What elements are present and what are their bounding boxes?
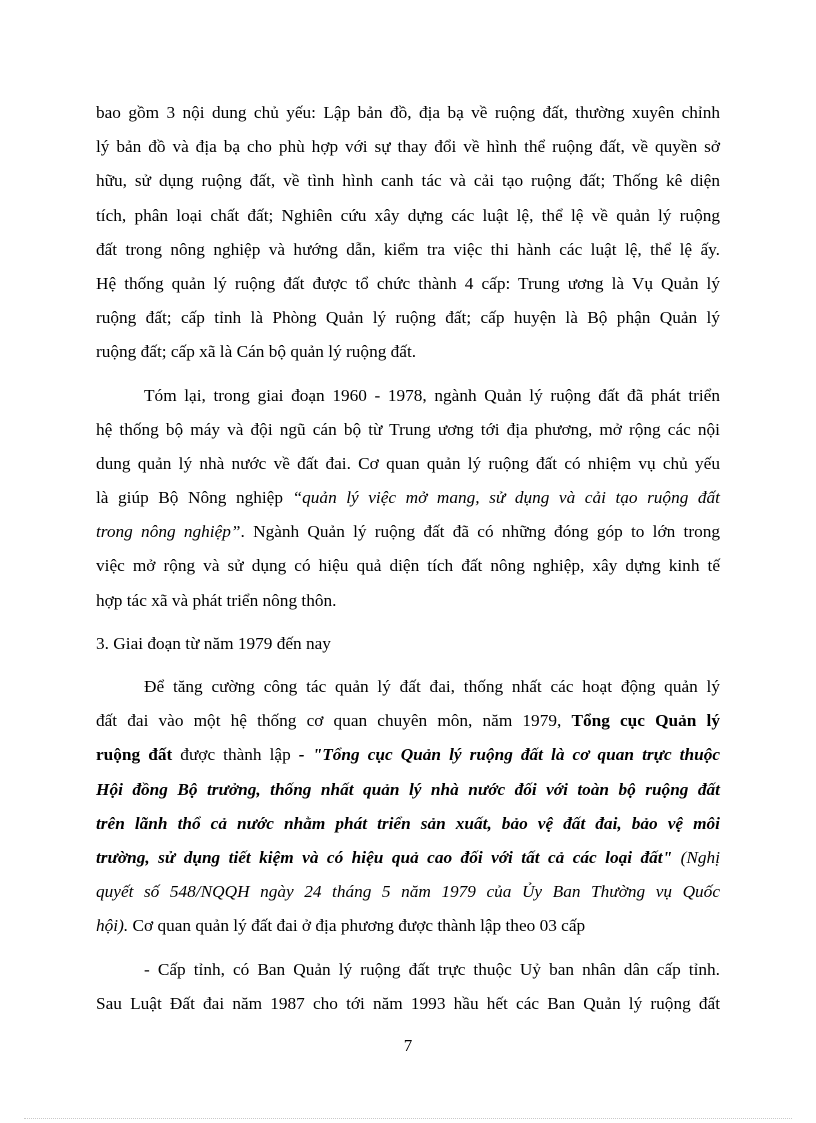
text-run: Cơ quan quản lý đất đai ở địa phương được thành lập theo 03 cấp — [132, 916, 586, 936]
document-page — [96, 96, 720, 1021]
paragraph-4 — [96, 953, 720, 1021]
section-heading: 3. Giai đoạn từ năm 1979 đến nay — [96, 633, 331, 653]
text-line — [96, 515, 720, 549]
text-line: bao gồm 3 nội dung chủ yếu: Lập bản đồ, địa bạ về ruộng đất, thường xuyên chỉnh — [96, 103, 720, 122]
text-line — [96, 841, 720, 875]
text-line: ruộng đất; cấp tỉnh là Phòng Quản lý ruộng đất; cấp huyện là Bộ phận Quản lý — [96, 308, 720, 328]
text-run: . Ngành Quản lý ruộng đất đã có những đóng góp to lớn trong — [240, 522, 720, 542]
paragraph-1 — [96, 96, 720, 370]
text-line: tích, phân loại chất đất; Nghiên cứu xây dựng các luật lệ, thể lệ về quản lý ruộng — [96, 205, 720, 225]
text-line: đất trong nông nghiệp và hướng dẫn, kiểm tra việc thi hành các luật lệ, thể lệ ấy. — [96, 239, 720, 259]
page-bottom-divider — [24, 1118, 792, 1119]
text-run: được thành lập — [180, 745, 291, 765]
text-line: Hệ thống quản lý ruộng đất được tổ chức thành 4 cấp: Trung ương là Vụ Quản lý — [96, 273, 720, 293]
paragraph-3 — [96, 670, 720, 944]
text-line: Để tăng cường công tác quản lý đất đai, thống nhất các hoạt động quản lý — [144, 677, 720, 696]
bold-term: Tổng cục Quản lý — [571, 711, 720, 731]
text-line — [96, 738, 720, 772]
italic-citation: hội). — [96, 916, 129, 936]
bold-italic-quote: - "Tổng cục Quản lý ruộng đất là cơ quan trực thuộc — [298, 745, 721, 765]
paragraph-2 — [96, 379, 720, 618]
text-line — [96, 704, 720, 738]
text-line: Sau Luật Đất đai năm 1987 cho tới năm 1993 hầu hết các Ban Quản lý ruộng đất — [96, 993, 720, 1013]
italic-quote: trong nông nghiệp” — [96, 522, 241, 542]
text-line: Hội đồng Bộ trưởng, thống nhất quản lý nhà nước đối với toàn bộ ruộng đất — [96, 779, 720, 799]
text-line — [96, 481, 720, 515]
text-run: là giúp Bộ Nông nghiệp — [96, 488, 283, 508]
text-line: lý bản đồ và địa bạ cho phù hợp với sự thay đổi về hình thể ruộng đất, về quyền sở — [96, 137, 720, 157]
text-line: việc mở rộng và sử dụng có hiệu quả diện tích đất nông nghiệp, xây dựng kinh tế — [96, 556, 720, 576]
text-line: hữu, sử dụng ruộng đất, về tình hình canh tác và cải tạo ruộng đất; Thống kê diện — [96, 171, 720, 191]
text-run: đất đai vào một hệ thống cơ quan chuyên môn, năm 1979, — [96, 711, 562, 731]
italic-quote: “quản lý việc mở mang, sử dụng và cải tạo ruộng đất — [292, 488, 720, 508]
text-line: dung quản lý nhà nước về đất đai. Cơ quan quản lý ruộng đất có nhiệm vụ chủ yếu — [96, 453, 720, 473]
italic-citation: (Nghị — [680, 847, 720, 867]
text-line: quyết số 548/NQQH ngày 24 tháng 5 năm 1979 của Ủy Ban Thường vụ Quốc — [96, 882, 720, 902]
bold-term: ruộng đất — [96, 745, 173, 765]
bold-italic-quote: trường, sử dụng tiết kiệm và có hiệu quả cao đối với tất cả các loại đất" — [96, 847, 673, 867]
text-line: Tóm lại, trong giai đoạn 1960 - 1978, ngành Quản lý ruộng đất đã phát triển — [144, 385, 720, 405]
text-line: hệ thống bộ máy và đội ngũ cán bộ từ Trung ương tới địa phương, mở rộng các nội — [96, 419, 720, 439]
text-line: - Cấp tỉnh, có Ban Quản lý ruộng đất trực thuộc Uỷ ban nhân dân cấp tỉnh. — [144, 959, 720, 979]
text-line: trên lãnh thổ cả nước nhằm phát triển sản xuất, bảo vệ đất đai, bảo vệ môi — [96, 813, 720, 833]
page-number: 7 — [403, 1036, 413, 1055]
text-line: ruộng đất; cấp xã là Cán bộ quản lý ruộng đất. — [96, 342, 417, 362]
text-line: hợp tác xã và phát triển nông thôn. — [96, 590, 337, 610]
text-line — [96, 909, 720, 943]
